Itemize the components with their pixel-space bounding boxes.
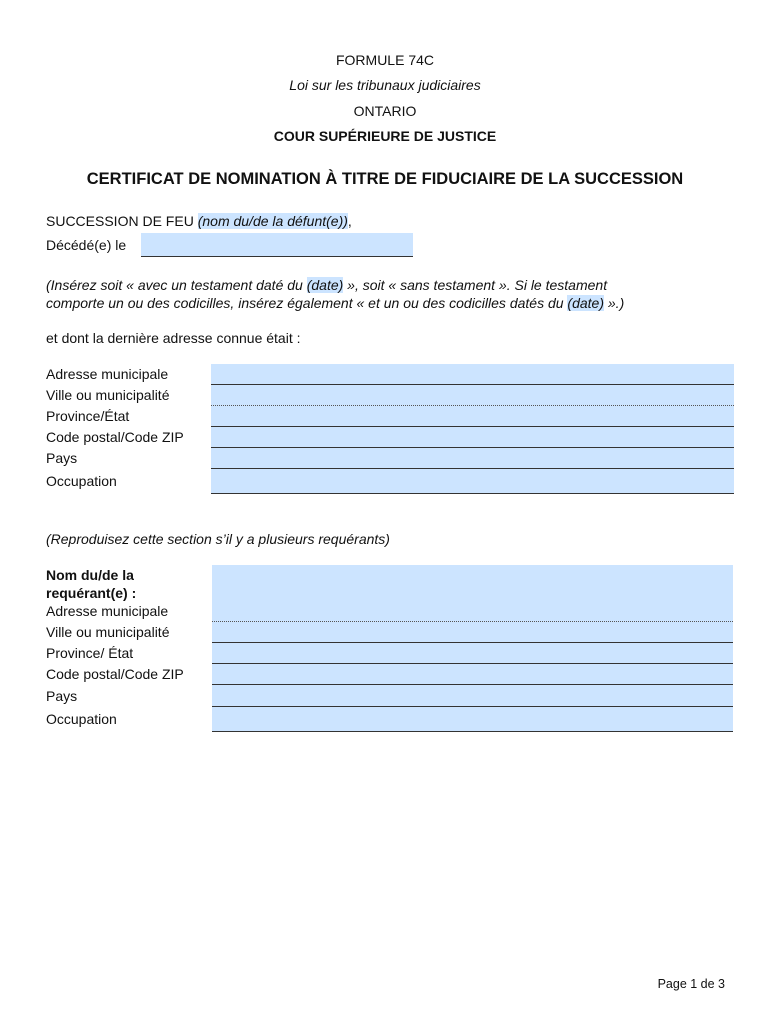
applicant-name-label-1: Nom du/de la [46, 567, 134, 583]
applicant-postal-label: Code postal/Code ZIP [46, 666, 184, 682]
deceased-occupation-field[interactable] [211, 469, 734, 494]
instruction-line2-b: ».) [604, 295, 625, 311]
succession-prefix: SUCCESSION DE FEU [46, 213, 198, 229]
document-title: CERTIFICAT DE NOMINATION À TITRE DE FIDUCIAIRE DE LA SUCCESSION [86, 170, 684, 188]
applicant-street-label: Adresse municipale [46, 603, 169, 619]
province-name: ONTARIO [353, 103, 417, 119]
deceased-date-label: Décédé(e) le [46, 237, 127, 253]
succession-suffix: , [347, 213, 352, 229]
statute-name: Loi sur les tribunaux judiciaires [289, 77, 481, 93]
instruction-text [46, 276, 736, 312]
applicant-occupation-label: Occupation [46, 711, 117, 727]
court-name: COUR SUPÉRIEURE DE JUSTICE [273, 128, 497, 144]
applicant-occupation-field[interactable] [212, 707, 733, 732]
applicant-name-label-2: requérant(e) : [46, 585, 137, 601]
instruction-line1-b: », soit « sans testament ». Si le testament [343, 277, 608, 293]
deceased-country-label: Pays [46, 450, 78, 466]
deceased-province-field[interactable] [211, 406, 734, 427]
applicant-country-label: Pays [46, 688, 78, 704]
last-address-text: et dont la dernière adresse connue était : [46, 330, 301, 346]
instruction-line1-a: (Insérez soit « avec un testament daté du [46, 277, 307, 293]
instruction-line2-a: comporte un ou des codicilles, insérez également « et un ou des codicilles datés du [46, 295, 568, 311]
deceased-occupation-label: Occupation [46, 473, 117, 489]
form-number: FORMULE 74C [335, 52, 435, 68]
deceased-city-label: Ville ou municipalité [46, 387, 170, 403]
applicant-city-field[interactable] [212, 622, 733, 643]
repeat-section-note: (Reproduisez cette section s’il y a plusieurs requérants) [46, 531, 390, 547]
deceased-date-field[interactable] [141, 233, 413, 257]
applicant-city-label: Ville ou municipalité [46, 624, 170, 640]
applicant-province-field[interactable] [212, 643, 733, 664]
deceased-city-field[interactable] [211, 385, 734, 406]
applicant-postal-field[interactable] [212, 664, 733, 685]
codicil-date-field[interactable]: (date) [567, 295, 604, 311]
deceased-date-value [141, 233, 413, 241]
will-date-field[interactable]: (date) [306, 277, 344, 293]
deceased-street-field[interactable] [211, 364, 734, 385]
succession-line [46, 213, 352, 229]
deceased-postal-label: Code postal/Code ZIP [46, 429, 184, 445]
deceased-postal-field[interactable] [211, 427, 734, 448]
deceased-country-field[interactable] [211, 448, 734, 469]
deceased-province-label: Province/État [46, 408, 130, 424]
applicant-name-field[interactable] [212, 565, 733, 601]
applicant-country-field[interactable] [212, 685, 733, 707]
deceased-street-label: Adresse municipale [46, 366, 169, 382]
deceased-name-field[interactable]: (nom du/de la défunt(e)) [197, 213, 348, 229]
page-number: Page 1 de 3 [657, 977, 725, 991]
applicant-province-label: Province/ État [46, 645, 134, 661]
applicant-street-field[interactable] [212, 601, 733, 622]
